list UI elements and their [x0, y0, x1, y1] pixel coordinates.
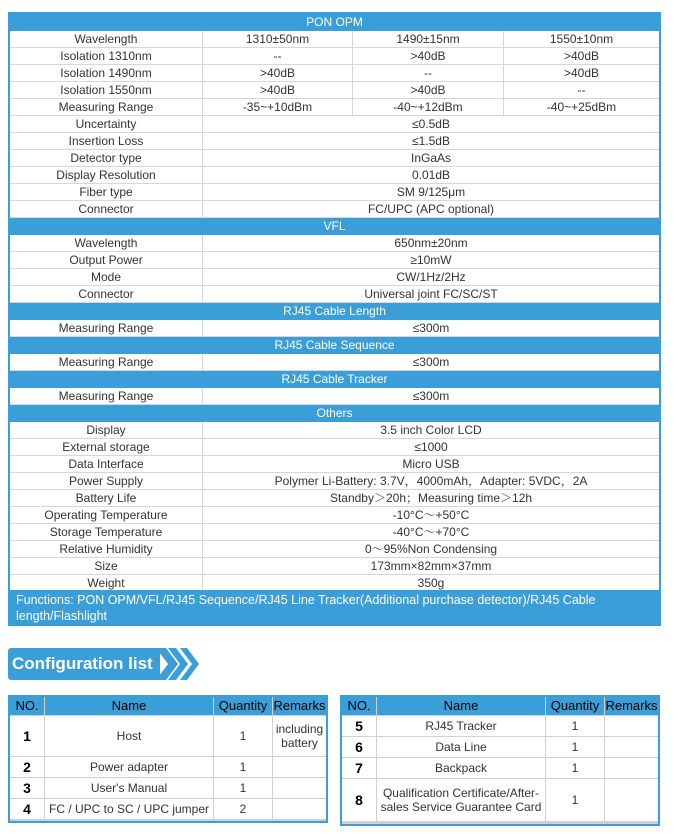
config-cell-remarks: [273, 778, 326, 798]
config-header-remarks: Remarks: [605, 698, 658, 713]
config-cell-qty: 1: [214, 716, 272, 756]
spec-value: Micro USB: [203, 456, 659, 472]
spec-row: [10, 252, 659, 269]
config-cell-name: Power adapter: [45, 757, 213, 777]
spec-value: >40dB: [203, 82, 352, 98]
spec-row: [10, 507, 659, 524]
spec-value: Polymer Li-Battery: 3.7V，4000mAh，Adapter: 5VDC，2A: [203, 473, 659, 489]
config-cell-no: 4: [10, 799, 44, 819]
config-header-remarks: Remarks: [273, 698, 326, 713]
config-header-name: Name: [377, 697, 545, 715]
spec-value: InGaAs: [203, 150, 659, 166]
spec-row-isolation-1490: [10, 65, 659, 82]
spec-row: [10, 184, 659, 201]
config-cell-no: 8: [342, 779, 376, 821]
spec-value: SM 9/125μm: [203, 184, 659, 200]
spec-value: --: [353, 65, 503, 81]
spec-label: Storage Temperature: [10, 524, 202, 540]
spec-value: 0～95%Non Condensing: [203, 541, 659, 557]
spec-value: ≤300m: [203, 354, 659, 370]
spec-value: >40dB: [504, 65, 659, 81]
spec-value: >40dB: [504, 48, 659, 64]
spec-row: [10, 235, 659, 252]
spec-label: Operating Temperature: [10, 507, 202, 523]
spec-value: 350g: [203, 575, 659, 591]
spec-label: Power Supply: [10, 473, 202, 489]
spec-table: [8, 12, 661, 626]
spec-label: Uncertainty: [10, 116, 202, 132]
spec-value: 173mm×82mm×37mm: [203, 558, 659, 574]
spec-value: --: [504, 82, 659, 98]
spec-label: Weight: [10, 575, 202, 591]
functions-footer: Functions: PON OPM/VFL/RJ45 Sequence/RJ45 Line Tracker(Additional purchase detector)/RJ45 Cable length/Flashlight: [10, 590, 659, 624]
spec-label: Measuring Range: [10, 320, 202, 336]
spec-label: Display: [10, 422, 202, 438]
config-header-no: NO.: [10, 697, 44, 715]
config-header-quantity: Quantity: [214, 697, 272, 715]
spec-row: [10, 116, 659, 133]
spec-value: CW/1Hz/2Hz: [203, 269, 659, 285]
config-cell-qty: 1: [546, 737, 604, 757]
spec-row: [10, 167, 659, 184]
section-header-pon-opm: PON OPM: [10, 14, 659, 31]
spec-label: Output Power: [10, 252, 202, 268]
section-header-rj45-sequence: RJ45 Cable Sequence: [10, 337, 659, 354]
section-header-rj45-tracker: RJ45 Cable Tracker: [10, 371, 659, 388]
config-header-name: Name: [45, 697, 213, 715]
spec-value: ≤300m: [203, 388, 659, 404]
section-header-vfl: VFL: [10, 218, 659, 235]
spec-label: Detector type: [10, 150, 202, 166]
config-header-quantity: Quantity: [546, 697, 604, 715]
spec-label: Measuring Range: [10, 354, 202, 370]
spec-row: [10, 354, 659, 371]
config-cell-name: Host: [45, 716, 213, 756]
spec-value: -35~+10dBm: [203, 99, 352, 115]
config-cell-name: Backpack: [377, 758, 545, 778]
spec-label: Connector: [10, 201, 202, 217]
section-header-others: Others: [10, 405, 659, 422]
spec-value: ≤0.5dB: [203, 116, 659, 132]
spec-label: Measuring Range: [10, 99, 202, 115]
spec-value: 1490±15nm: [353, 31, 503, 47]
spec-value: 1310±50nm: [203, 31, 352, 47]
spec-row: [10, 541, 659, 558]
spec-row: [10, 422, 659, 439]
spec-label: Display Resolution: [10, 167, 202, 183]
config-header-no: NO.: [342, 697, 376, 715]
spec-row: [10, 490, 659, 507]
config-cell-remarks: including battery: [273, 716, 326, 756]
config-cell-remarks: [605, 758, 658, 778]
spec-row: [10, 133, 659, 150]
spec-row-isolation-1550: [10, 82, 659, 99]
spec-row: [10, 150, 659, 167]
config-cell-no: 5: [342, 716, 376, 736]
config-cell-name: FC / UPC to SC / UPC jumper: [45, 799, 213, 819]
config-cell-no: 6: [342, 737, 376, 757]
config-cell-remarks: [273, 757, 326, 777]
spec-value: 3.5 inch Color LCD: [203, 422, 659, 438]
spec-label: Wavelength: [10, 31, 202, 47]
spec-label: Relative Humidity: [10, 541, 202, 557]
spec-label: Isolation 1310nm: [10, 48, 202, 64]
spec-row: [10, 286, 659, 303]
spec-label: Battery Life: [10, 490, 202, 506]
section-header-rj45-length: RJ45 Cable Length: [10, 303, 659, 320]
config-cell-name: RJ45 Tracker: [377, 716, 545, 736]
spec-value: >40dB: [353, 82, 503, 98]
spec-row: [10, 558, 659, 575]
spec-value: ≤1.5dB: [203, 133, 659, 149]
spec-label: Data Interface: [10, 456, 202, 472]
spec-value: 650nm±20nm: [203, 235, 659, 251]
config-title: Configuration list: [12, 654, 153, 673]
spec-label: Measuring Range: [10, 388, 202, 404]
config-cell-qty: 2: [214, 799, 272, 819]
spec-row: [10, 388, 659, 405]
spec-value: Standby＞20h；Measuring time＞12h: [203, 490, 659, 506]
spec-label: Insertion Loss: [10, 133, 202, 149]
spec-value: ≤300m: [203, 320, 659, 336]
config-cell-qty: 1: [214, 778, 272, 798]
spec-row: [10, 439, 659, 456]
spec-row-wavelength: [10, 31, 659, 48]
spec-label: Size: [10, 558, 202, 574]
config-cell-no: 2: [10, 757, 44, 777]
config-cell-no: 7: [342, 758, 376, 778]
spec-value: ≥10mW: [203, 252, 659, 268]
spec-row: [10, 456, 659, 473]
config-cell-name: Data Line: [377, 737, 545, 757]
spec-value: Universal joint FC/SC/ST: [203, 286, 659, 302]
spec-label: Isolation 1490nm: [10, 65, 202, 81]
config-cell-remarks: [605, 779, 658, 821]
spec-label: Mode: [10, 269, 202, 285]
spec-row: [10, 473, 659, 490]
spec-row: [10, 320, 659, 337]
spec-row-measuring-range: [10, 99, 659, 116]
spec-label: Connector: [10, 286, 202, 302]
config-cell-no: 1: [10, 716, 44, 756]
spec-value: -40°C～+70°C: [203, 524, 659, 540]
spec-value: -40~+25dBm: [504, 99, 659, 115]
config-table-right: [340, 695, 660, 826]
spec-label: Isolation 1550nm: [10, 82, 202, 98]
spec-row: [10, 524, 659, 541]
config-cell-remarks: [605, 716, 658, 736]
config-cell-qty: 1: [546, 716, 604, 736]
config-cell-name: User's Manual: [45, 778, 213, 798]
spec-label: Wavelength: [10, 235, 202, 251]
spec-value: ≤1000: [203, 439, 659, 455]
config-cell-qty: 1: [546, 758, 604, 778]
spec-row: [10, 269, 659, 286]
spec-value: >40dB: [203, 65, 352, 81]
spec-value: -10°C～+50°C: [203, 507, 659, 523]
config-cell-qty: 1: [214, 757, 272, 777]
config-cell-no: 3: [10, 778, 44, 798]
spec-value: >40dB: [353, 48, 503, 64]
spec-row-isolation-1310: [10, 48, 659, 65]
spec-label: Fiber type: [10, 184, 202, 200]
config-table-left: [8, 695, 328, 823]
spec-value: 1550±10nm: [504, 31, 659, 47]
config-cell-remarks: [605, 737, 658, 757]
spec-value: --: [203, 48, 352, 64]
spec-value: 0.01dB: [203, 167, 659, 183]
spec-value: FC/UPC (APC optional): [203, 201, 659, 217]
config-cell-name: Qualification Certificate/After-sales Service Guarantee Card: [377, 779, 545, 821]
config-cell-qty: 1: [546, 779, 604, 821]
spec-value: -40~+12dBm: [353, 99, 503, 115]
spec-row: [10, 201, 659, 218]
config-cell-remarks: [273, 799, 326, 819]
spec-label: External storage: [10, 439, 202, 455]
chevrons-icon: [156, 648, 202, 680]
